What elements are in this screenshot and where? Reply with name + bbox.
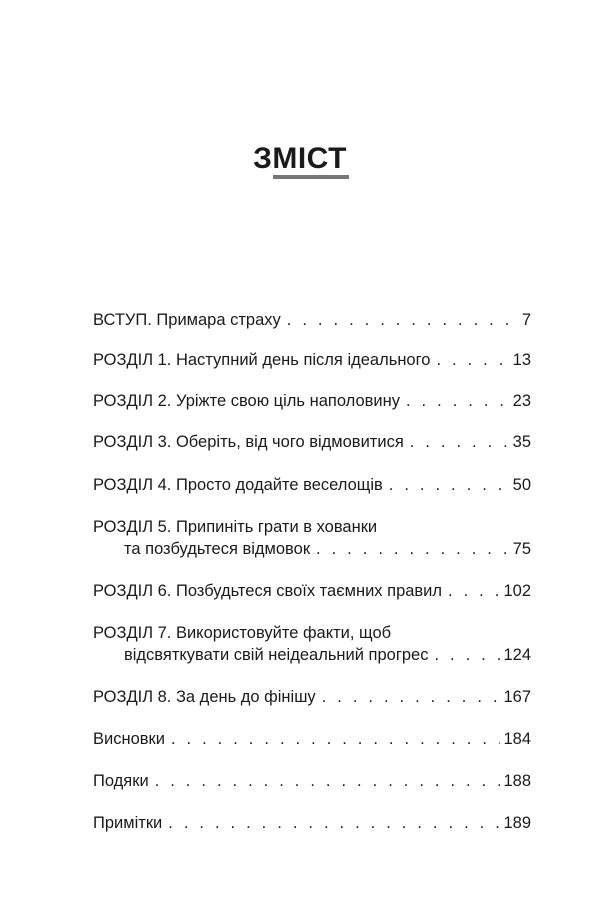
toc-entry-chapter-5[interactable] (93, 516, 531, 560)
dot-leader (322, 686, 501, 708)
toc-entry-label-continued: відсвяткувати свій неідеальний прогрес (124, 646, 429, 664)
toc-entry-notes[interactable] (93, 812, 531, 834)
toc-entry-label: РОЗДІЛ 1. Наступний день після ідеального (93, 351, 431, 369)
toc-page-number: 75 (512, 540, 531, 558)
toc-entry-label: РОЗДІЛ 3. Оберіть, від чого відмовитися (93, 433, 404, 451)
toc-entry-label: Висновки (93, 730, 165, 748)
dot-leader (406, 390, 510, 412)
toc-entry-conclusions[interactable] (93, 728, 531, 750)
toc-entry-acknowledgements[interactable] (93, 770, 531, 792)
toc-page-number: 167 (503, 688, 531, 706)
toc-entry-chapter-2[interactable] (93, 390, 531, 412)
dot-leader (434, 644, 500, 666)
toc-entry-chapter-8[interactable] (93, 686, 531, 708)
toc-page-number: 23 (512, 392, 531, 410)
dot-leader (448, 580, 500, 602)
toc-entry-chapter-4[interactable] (93, 474, 531, 496)
dot-leader (410, 431, 510, 453)
toc-entry-intro[interactable] (93, 309, 531, 331)
toc-page-number: 188 (503, 772, 531, 790)
dot-leader (389, 474, 510, 496)
toc-entry-chapter-7[interactable] (93, 622, 531, 666)
toc-entry-chapter-6[interactable] (93, 580, 531, 602)
toc-page-number: 50 (512, 476, 531, 494)
toc-entry-label: Подяки (93, 772, 149, 790)
page-title: ЗМІСТ (253, 142, 347, 175)
toc-page-number: 124 (503, 646, 531, 664)
toc-page-number: 7 (521, 311, 531, 329)
toc-entry-label-continued: та позбудьтеся відмовок (124, 540, 311, 558)
toc-page-number: 184 (503, 730, 531, 748)
toc-entry-label: РОЗДІЛ 7. Використовуйте факти, щоб (93, 624, 392, 642)
toc-page-number: 189 (503, 814, 531, 832)
toc-page-number: 102 (503, 582, 531, 600)
toc-entry-chapter-1[interactable] (93, 349, 531, 371)
toc-entry-label: РОЗДІЛ 5. Припиніть грати в хованки (93, 518, 378, 536)
dot-leader (287, 309, 519, 331)
toc-page-number: 13 (512, 351, 531, 369)
toc-entry-label: РОЗДІЛ 4. Просто додайте веселощів (93, 476, 383, 494)
toc-entry-chapter-3[interactable] (93, 431, 531, 453)
dot-leader (436, 349, 509, 371)
toc-entry-label: Примітки (93, 814, 163, 832)
dot-leader (168, 812, 500, 834)
dot-leader (171, 728, 501, 750)
title-underline (273, 175, 349, 179)
dot-leader (155, 770, 501, 792)
toc-entry-label: ВСТУП. Примара страху (93, 311, 281, 329)
toc-entry-label: РОЗДІЛ 6. Позбудьтеся своїх таємних правил (93, 582, 443, 600)
toc-entry-label: РОЗДІЛ 2. Уріжте свою ціль наполовину (93, 392, 400, 410)
dot-leader (316, 538, 510, 560)
toc-entry-label: РОЗДІЛ 8. За день до фінішу (93, 688, 316, 706)
toc-page-number: 35 (512, 433, 531, 451)
